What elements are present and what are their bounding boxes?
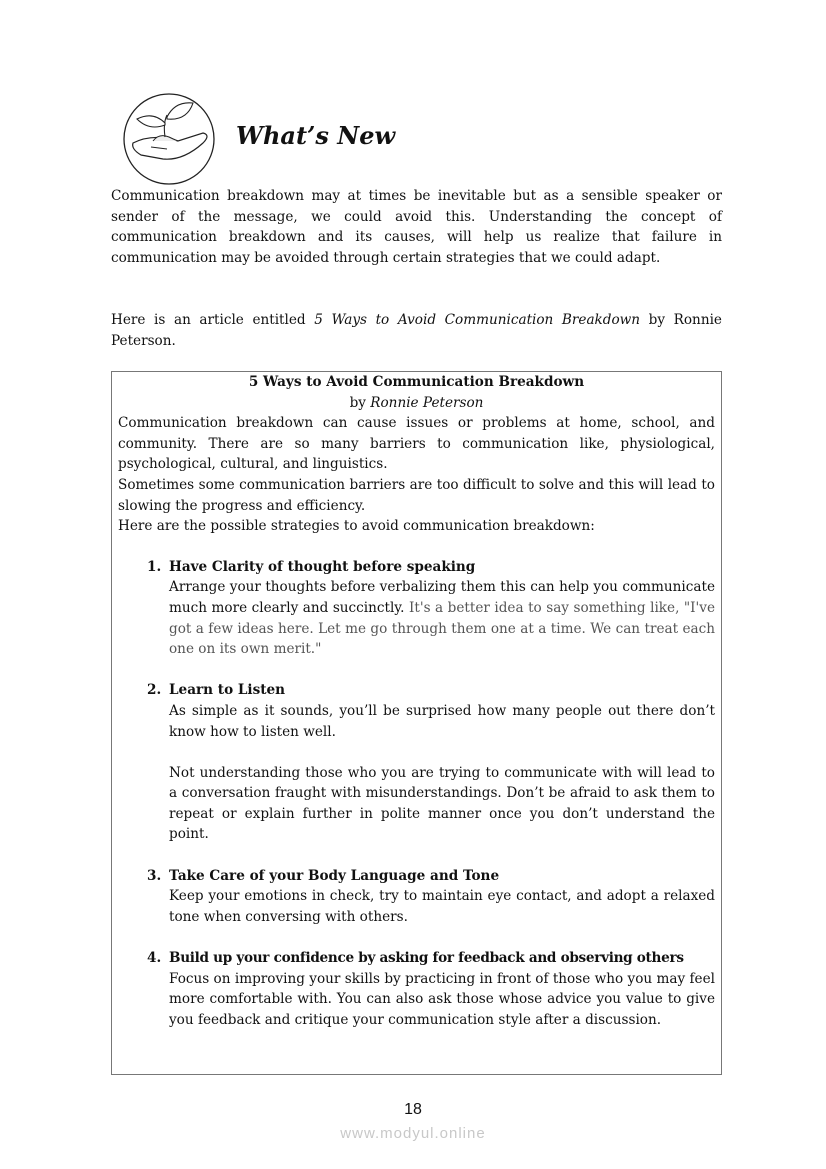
item-heading: Learn to Listen <box>169 682 286 699</box>
item-text <box>169 577 715 659</box>
quote: It's a better idea to say something like, "I've got a few ideas here. Let me go through them one at a time. We can treat each one on its own merit." <box>169 599 715 658</box>
item-text: Not understanding those who you are trying to communicate with will lead to a conversation fraught with misunderstandings. Don’t be afraid to ask them to repeat or explain further in polite manner once you don’t understand the point. <box>169 764 715 843</box>
item-text: Focus on improving your skills by practicing in front of those who you may feel more comfortable with. You can also ask those whose advice you value to give you feedback and critique your communication style after a discussion. <box>169 970 715 1028</box>
strategy-list <box>118 557 715 1031</box>
article-paragraph: Sometimes some communication barriers are too difficult to solve and this will lead to slowing the progress and efficiency. <box>118 476 715 514</box>
item-number: 4. <box>147 950 162 967</box>
item-heading: Build up your confidence by asking for feedback and observing others <box>169 950 684 967</box>
author: Ronnie Peterson <box>370 394 484 411</box>
list-item <box>118 557 715 660</box>
article-intro <box>111 310 722 351</box>
text: Arrange your thoughts before verbalizing them this can help you communicate much more clearly and succinctly. <box>169 579 715 616</box>
text: by Ronnie Peterson. <box>111 312 722 349</box>
article-byline <box>118 393 715 414</box>
article-paragraph: Here are the possible strategies to avoid communication breakdown: <box>118 518 595 535</box>
item-number: 3. <box>147 867 162 884</box>
section-title: What’s New <box>236 121 396 150</box>
by: by <box>349 394 371 411</box>
item-number: 1. <box>147 558 162 575</box>
list-item <box>118 866 715 928</box>
text: Here is an article entitled <box>111 312 315 328</box>
item-text: Keep your emotions in check, try to maintain eye contact, and adopt a relaxed tone when conversing with others. <box>169 888 715 925</box>
article-title: 5 Ways to Avoid Communication Breakdown <box>248 374 585 390</box>
list-item <box>118 948 715 1030</box>
watermark: www.modyul.online <box>340 1125 486 1142</box>
article-title-ref: 5 Ways to Avoid Communication Breakdown <box>314 312 641 328</box>
article-paragraph: Communication breakdown can cause issues or problems at home, school, and community. There are so many barriers to communication like, physiological, psychological, cultural, and linguistics. <box>118 415 715 473</box>
item-number: 2. <box>147 682 162 699</box>
item-heading: Have Clarity of thought before speaking <box>169 558 476 575</box>
intro-paragraph: Communication breakdown may at times be inevitable but as a sensible speaker or sender of the message, we could avoid this. Understanding the concept of communication breakdown and its causes, will help us realize that failure in communication may be avoided through certain strategies that we could adapt. <box>111 188 722 266</box>
page-number: 18 <box>404 1101 422 1118</box>
item-text: As simple as it sounds, you’ll be surprised how many people out there don’t know how to listen well. <box>169 702 715 740</box>
article-box <box>111 371 722 1075</box>
item-heading: Take Care of your Body Language and Tone <box>169 867 500 884</box>
list-item <box>118 680 715 845</box>
plant-in-hand-icon <box>123 93 215 185</box>
